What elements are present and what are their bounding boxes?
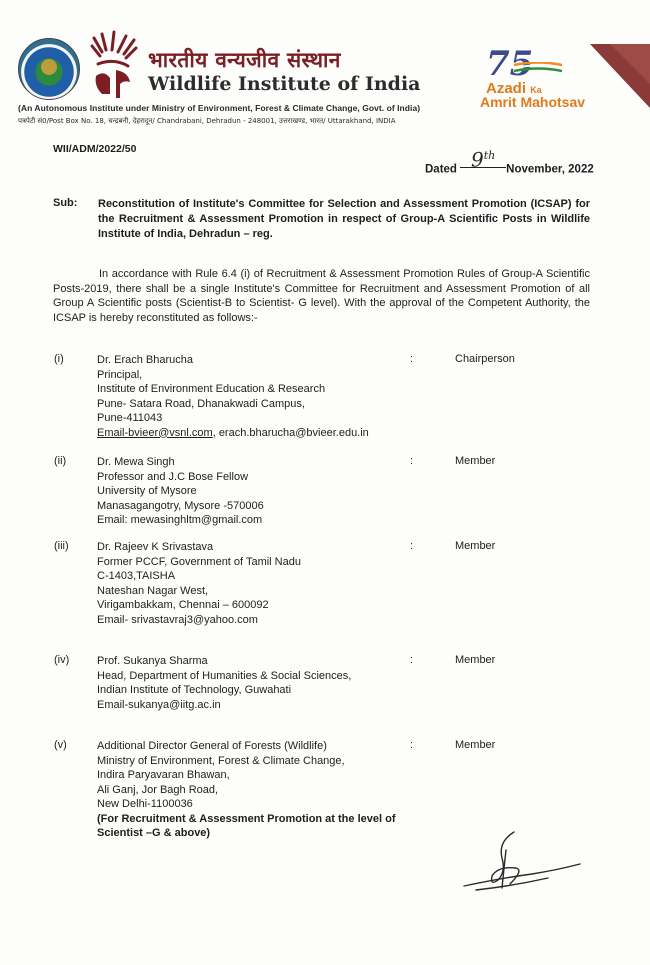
- role-separator: :: [410, 654, 414, 666]
- postal-address-line: पत्रपेटी सं0/Post Box No. 18, चन्द्रबनी, देहरादून/ Chandrabani, Dehradun - 248001, उत्तराखण्ड, भारत/ Uttarakhand, INDIA: [18, 117, 396, 125]
- member-line: Dr. Mewa Singh: [97, 456, 175, 468]
- member-line: Nateshan Nagar West,: [97, 584, 209, 597]
- azadi-75-mark: 75: [486, 44, 534, 84]
- body-paragraph: In accordance with Rule 6.4 (i) of Recruitment & Assessment Promotion Rules of Group-A Scientific Posts-2019, there shall be a single Institute's Committee for Recruitment and Assessment Promotion of all Group A Scientific posts (Scientist-B to Scientist- G level). With the approval of the Competent Authority, the ICSAP is hereby reconstituted as follows:-: [53, 268, 590, 324]
- member-details: [97, 455, 417, 528]
- member-line: Virigambakkam, Chennai – 600092: [97, 599, 269, 611]
- member-line: Pune-411043: [97, 412, 163, 424]
- corner-decoration: [590, 44, 650, 108]
- member-details: [97, 739, 427, 841]
- member-number: (iii): [54, 540, 69, 552]
- handwritten-signature: [462, 828, 582, 898]
- member-email-link[interactable]: Email-bvieer@vsnl.com: [97, 426, 213, 439]
- member-details: [97, 540, 417, 627]
- date-month-year: November, 2022: [506, 163, 594, 176]
- subject-text: Reconstitution of Institute's Committee for Selection and Assessment Promotion (ICSAP) for the Recruitment & Assessment Promotion in respect of Group-A Scientific Posts in Wildlife Institute of India, Dehradun – reg.: [98, 198, 590, 240]
- amrit-mahotsav-text: Amrit Mahotsav: [480, 94, 586, 110]
- ministry-seal-logo: [18, 38, 80, 100]
- member-number: (v): [54, 739, 67, 751]
- member-line: Institute of Environment Education & Research: [97, 383, 326, 395]
- member-role: Chairperson: [455, 353, 515, 365]
- member-line: Indian Institute of Technology, Guwahati: [97, 684, 292, 696]
- member-line: C-1403,TAISHA: [97, 570, 176, 582]
- azadi-flag-swoosh: [514, 62, 562, 72]
- member-line: Email-sukanya@iitg.ac.in: [97, 698, 221, 711]
- member-line: Former PCCF, Government of Tamil Nadu: [97, 555, 301, 568]
- member-line: Principal,: [97, 368, 143, 381]
- member-number: (iv): [54, 654, 70, 666]
- member-role: Member: [455, 540, 496, 552]
- member-role: Member: [455, 739, 496, 751]
- member-line: University of Mysore: [97, 485, 197, 497]
- member-line: Dr. Rajeev K Srivastava: [97, 541, 214, 553]
- member-line: Email: mewasinghltm@gmail.com: [97, 514, 263, 526]
- role-separator: :: [410, 353, 414, 365]
- subject-label: Sub:: [53, 197, 78, 209]
- member-line: Head, Department of Humanities & Social Sciences,: [97, 669, 352, 682]
- member-note: (For Recruitment & Assessment Promotion at the level of Scientist –G & above): [97, 812, 396, 839]
- date-day-handwritten: 9th: [460, 149, 506, 168]
- member-line: Ministry of Environment, Forest & Climate Change,: [97, 754, 345, 767]
- letter-date: [425, 147, 594, 176]
- member-number: (ii): [54, 455, 67, 467]
- member-number: (i): [54, 353, 64, 365]
- role-separator: :: [410, 540, 414, 552]
- member-details: [97, 353, 417, 440]
- role-separator: :: [410, 455, 414, 467]
- wii-emblem-logo: [84, 30, 144, 102]
- member-details: [97, 654, 377, 712]
- member-email-line: Email-bvieer@vsnl.com, erach.bharucha@bvieer.edu.in: [97, 426, 369, 439]
- institute-hindi-name: भारतीय वन्यजीव संस्थान: [148, 48, 341, 72]
- member-line: Professor and J.C Bose Fellow: [97, 470, 249, 483]
- institute-english-name: Wildlife Institute of India: [148, 73, 421, 95]
- member-line: Dr. Erach Bharucha: [97, 354, 193, 366]
- date-label: Dated: [425, 163, 457, 176]
- member-line: Pune- Satara Road, Dhanakwadi Campus,: [97, 397, 305, 410]
- member-line: Indira Paryavaran Bhawan,: [97, 769, 230, 781]
- member-line: Additional Director General of Forests (Wildlife): [97, 740, 327, 752]
- member-line: Ali Ganj, Jor Bagh Road,: [97, 783, 219, 796]
- member-role: Member: [455, 455, 496, 467]
- autonomous-status-line: (An Autonomous Institute under Ministry of Environment, Forest & Climate Change, Govt. of India): [18, 103, 421, 113]
- member-role: Member: [455, 654, 496, 666]
- azadi-text: Azadi Ka: [486, 80, 542, 97]
- reference-number: WII/ADM/2022/50: [53, 143, 137, 155]
- member-line: Prof. Sukanya Sharma: [97, 655, 208, 667]
- role-separator: :: [410, 739, 414, 751]
- member-line: New Delhi-1100036: [97, 798, 193, 810]
- member-line: Email- srivastavraj3@yahoo.com: [97, 613, 258, 626]
- member-line: Manasagangotry, Mysore -570006: [97, 499, 264, 512]
